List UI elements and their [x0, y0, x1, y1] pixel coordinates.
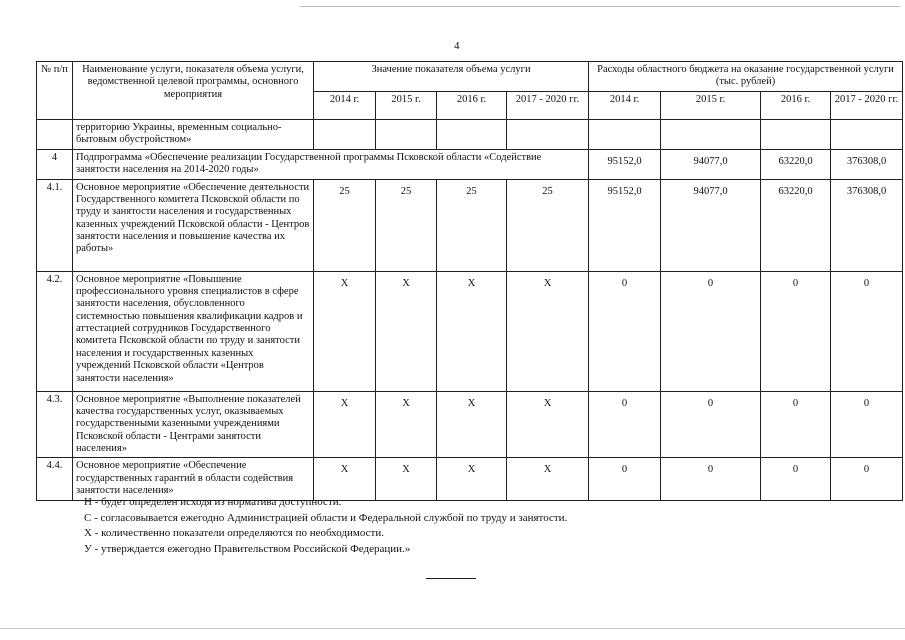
value-cell: 25: [376, 179, 437, 271]
table-row: [37, 391, 903, 458]
cost-cell: 376308,0: [831, 149, 903, 179]
value-cell: 25: [314, 179, 376, 271]
cost-cell: 0: [831, 391, 903, 458]
header-value-year: 2015 г.: [376, 91, 437, 119]
value-cell: Х: [314, 458, 376, 500]
value-cell: Х: [507, 271, 589, 391]
cost-cell: 63220,0: [761, 149, 831, 179]
row-name: Подпрограмма «Обеспечение реализации Государственной программы Псковской области «Содействие занятости населения на 2014-2020 годы»: [73, 149, 589, 179]
table-row: [37, 179, 903, 271]
page-number: 4: [454, 40, 460, 52]
cost-cell: 95152,0: [589, 179, 661, 271]
cost-cell: 0: [661, 271, 761, 391]
services-table: [36, 61, 903, 501]
cost-cell: 0: [761, 271, 831, 391]
header-cost-year: 2017 - 2020 гг.: [831, 91, 903, 119]
header-values-group: Значение показателя объема услуги: [314, 62, 589, 92]
separator-line: [426, 578, 476, 579]
header-value-year: 2016 г.: [437, 91, 507, 119]
cost-cell: 95152,0: [589, 149, 661, 179]
scan-edge-bottom: [0, 628, 905, 629]
row-num: 4.1.: [37, 179, 73, 271]
value-cell: Х: [507, 391, 589, 458]
value-cell: Х: [376, 391, 437, 458]
cost-cell: 376308,0: [831, 179, 903, 271]
header-num: № п/п: [37, 62, 73, 120]
cost-cell: 94077,0: [661, 149, 761, 179]
cost-cell: 94077,0: [661, 179, 761, 271]
table-row-subprogram: [37, 149, 903, 179]
header-cost-year: 2015 г.: [661, 91, 761, 119]
value-cell: Х: [376, 458, 437, 500]
cost-cell: 0: [589, 391, 661, 458]
row-num: 4.3.: [37, 391, 73, 458]
header-cost-year: 2016 г.: [761, 91, 831, 119]
row-name: Основное мероприятие «Выполнение показателей качества государственных услуг, оказываемых государственными казенными учреждениями Псковской области - Центрами занятости населения»: [73, 391, 314, 458]
value-cell: Х: [437, 271, 507, 391]
row-num: [37, 119, 73, 149]
header-cost-year: 2014 г.: [589, 91, 661, 119]
value-cell: Х: [507, 458, 589, 500]
footnote: Н - будет определен исходя из норматива доступности.: [84, 496, 342, 508]
value-cell: Х: [376, 271, 437, 391]
table-row: [37, 271, 903, 391]
row-name: Основное мероприятие «Повышение профессионального уровня специалистов в сфере занятости населения, обусловленного системностью повышения квалификации кадров и аттестацией сотрудников Государственного комитета Псковской области по труду и занятости населения и государственных казенных учреждений Псковской области «Центров занятости населения»: [73, 271, 314, 391]
footnote: С - согласовывается ежегодно Администрацией области и Федеральной службой по труду и занятости.: [84, 511, 568, 524]
row-name: Основное мероприятие «Обеспечение деятельности Государственного комитета Псковской области по труду и занятости населения и государственных казенных учреждений Псковской области - Центров занятости населения и повышение качества их работы»: [73, 179, 314, 271]
row-num: 4: [37, 149, 73, 179]
row-name: Основное мероприятие «Обеспечение государственных гарантий в области содействия занятости населения»: [73, 458, 314, 500]
cost-cell: 0: [761, 458, 831, 500]
value-cell: Х: [437, 391, 507, 458]
cost-cell: 0: [831, 458, 903, 500]
row-num: 4.2.: [37, 271, 73, 391]
value-cell: Х: [314, 391, 376, 458]
header-value-year: 2017 - 2020 гг.: [507, 91, 589, 119]
cost-cell: 0: [661, 391, 761, 458]
scan-edge-top: [300, 6, 900, 7]
table-row: [37, 458, 903, 500]
table-row-continuation: [37, 119, 903, 149]
value-cell: Х: [314, 271, 376, 391]
cost-cell: 63220,0: [761, 179, 831, 271]
cost-cell: 0: [661, 458, 761, 500]
value-cell: 25: [437, 179, 507, 271]
cost-cell: 0: [761, 391, 831, 458]
row-num: 4.4.: [37, 458, 73, 500]
value-cell: 25: [507, 179, 589, 271]
footnotes: [84, 495, 567, 557]
cost-cell: 0: [589, 271, 661, 391]
cost-cell: 0: [589, 458, 661, 500]
row-name: территорию Украины, временным социально-бытовым обустройством»: [73, 119, 314, 149]
value-cell: Х: [437, 458, 507, 500]
header-value-year: 2014 г.: [314, 91, 376, 119]
header-name: Наименование услуги, показателя объема услуги, ведомственной целевой программы, основного мероприятия: [73, 62, 314, 120]
cost-cell: 0: [831, 271, 903, 391]
footnote: У - утверждается ежегодно Правительством Российской Федерации.»: [84, 542, 411, 555]
header-costs-group: Расходы областного бюджета на оказание государственной услуги (тыс. рублей): [589, 62, 903, 92]
footnote: Х - количественно показатели определяются по необходимости.: [84, 527, 384, 539]
